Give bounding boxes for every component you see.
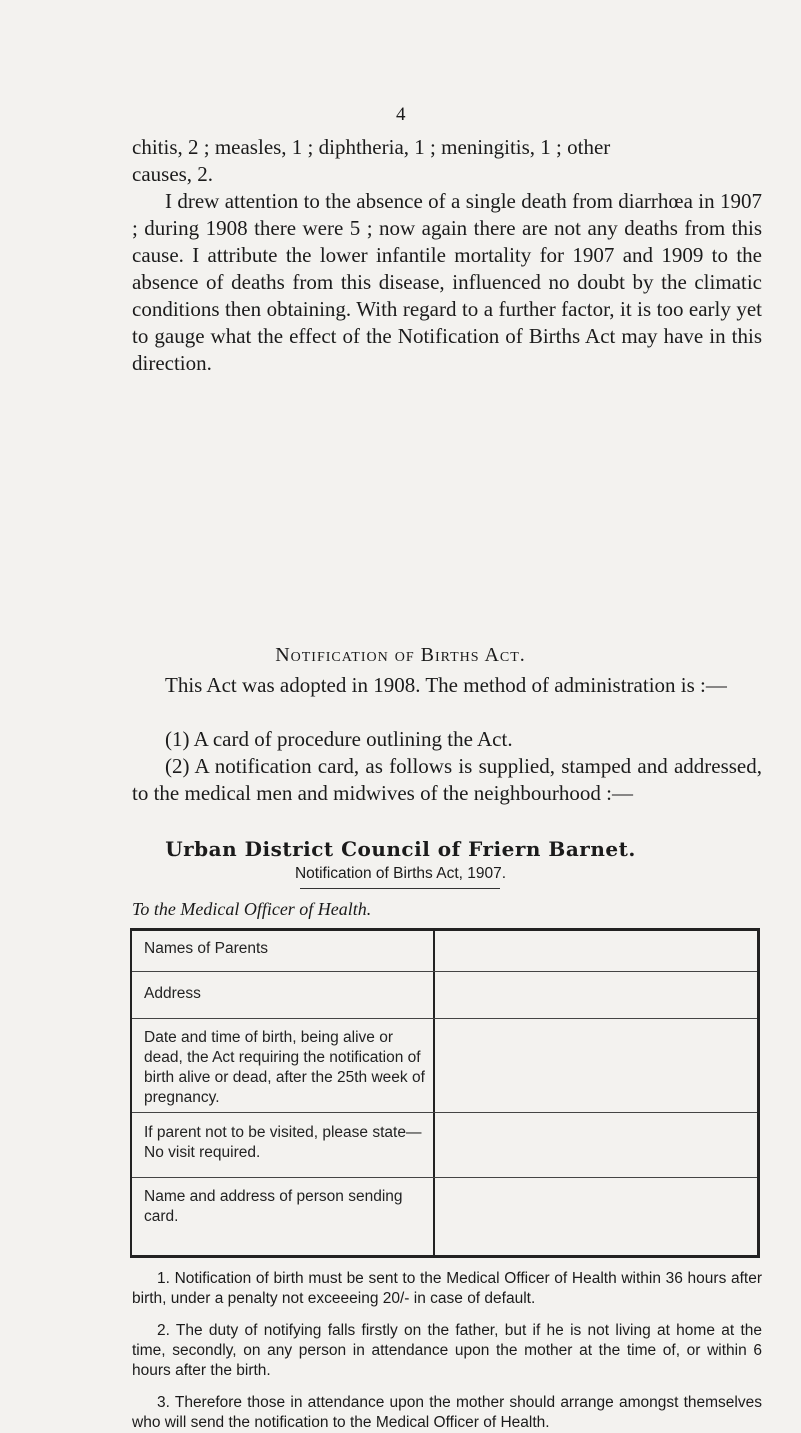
footnote-3: 3. Therefore those in attendance upon the mother should arrange amongst themselves who will send the notification to the Medical Officer of Health. <box>132 1394 762 1431</box>
form-labels-column <box>130 928 435 1258</box>
paragraph-causes-line: chitis, 2 ; measles, 1 ; diphtheria, 1 ; meningitis, 1 ; other <box>132 135 611 159</box>
row-divider <box>132 1177 433 1178</box>
form-label-birth-details: Date and time of birth, being alive or dead, the Act requiring the notification of birth alive or dead, after the 25th week of pregnancy. <box>144 1029 425 1106</box>
form-label-visit: If parent not to be visited, please state—No visit required. <box>144 1124 422 1161</box>
procedure-item-1: (1) A card of procedure outlining the Act. <box>165 727 513 751</box>
paragraph-act-adopted: This Act was adopted in 1908. The method of administration is :— <box>165 673 727 697</box>
row-divider <box>433 1112 757 1113</box>
row-divider <box>132 971 433 972</box>
form-entries-column <box>433 928 760 1258</box>
paragraph-diarrhoea: I drew attention to the absence of a single death from diarrhœa in 1907 ; during 1908 there were 5 ; now again there are not any deaths from this cause. I attribute the lower infantile mortality for 1907 and 1909 to the absence of deaths from this disease, influenced no doubt by the climatic conditions then obtaining. With regard to a further factor, it is too early yet to gauge what the effect of the Notification of Births Act may have in this direction. <box>132 189 762 375</box>
section-heading: Notification of Births Act. <box>275 644 526 666</box>
row-divider <box>132 1018 433 1019</box>
row-divider <box>433 971 757 972</box>
notification-form-table <box>130 928 760 1260</box>
paragraph-causes-line: causes, 2. <box>132 162 214 186</box>
card-subheader: Notification of Births Act, 1907. <box>294 865 507 882</box>
footnote-1: 1. Notification of birth must be sent to the Medical Officer of Health within 36 hours after birth, under a penalty not exceeeing 20/- in case of default. <box>132 1270 762 1307</box>
procedure-item-2: (2) A notification card, as follows is supplied, stamped and addressed, to the medical men and midwives of the neighbourhood :— <box>132 754 762 805</box>
paragraph-causes <box>132 134 762 188</box>
card-header: Urban District Council of Friern Barnet. <box>165 837 636 861</box>
page-number: 4 <box>396 104 406 125</box>
row-divider <box>433 1018 757 1019</box>
addressee-line: To the Medical Officer of Health. <box>132 899 372 919</box>
form-label-sender: Name and address of person sending card. <box>144 1188 403 1225</box>
form-label-parents: Names of Parents <box>144 940 269 957</box>
divider-rule <box>300 888 500 889</box>
form-label-address: Address <box>144 985 201 1002</box>
footnote-2: 2. The duty of notifying falls firstly on the father, but if he is not living at home at the time, secondly, on any person in attendance upon the mother at the time of, or within 6 hours after the birth. <box>132 1322 762 1379</box>
row-divider <box>433 1177 757 1178</box>
row-divider <box>132 1112 433 1113</box>
